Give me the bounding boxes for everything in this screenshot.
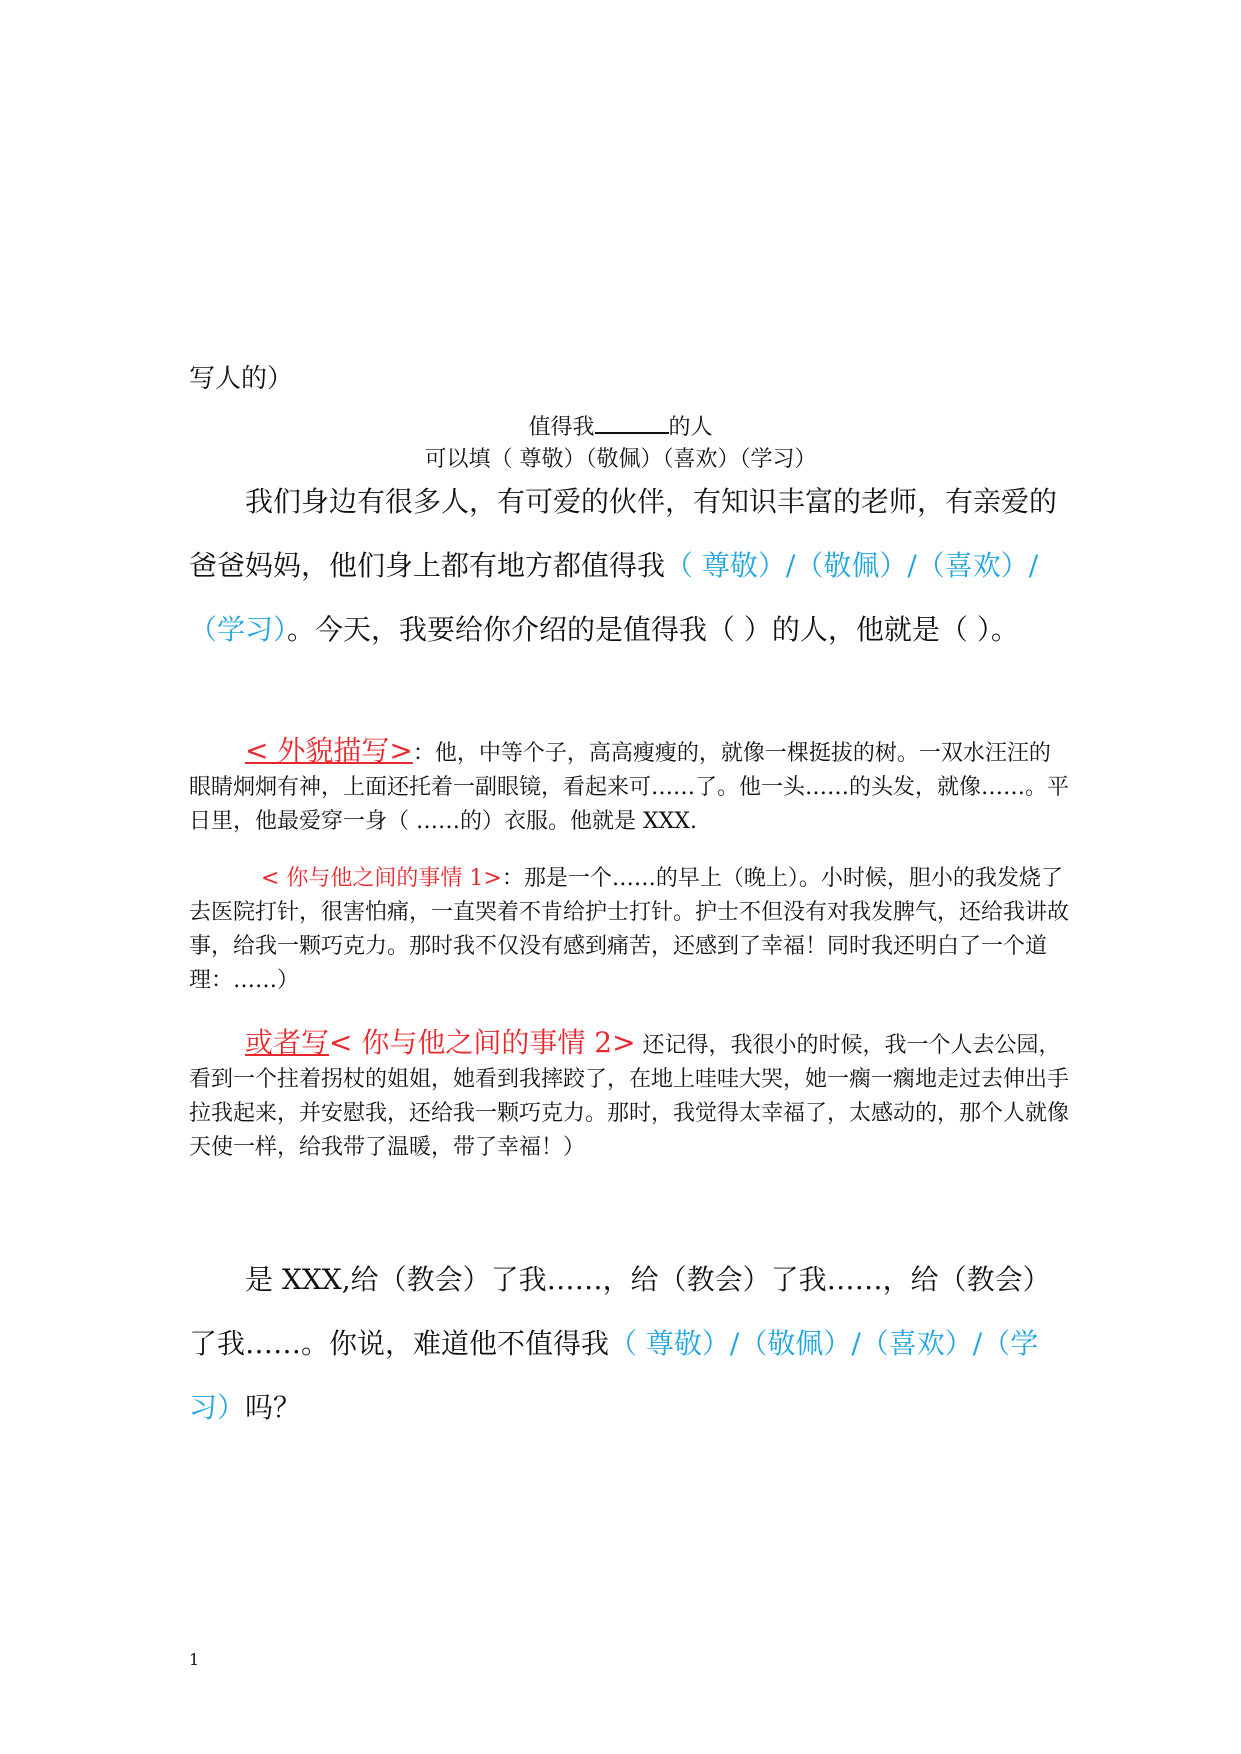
conclusion-text-a: 是 XXX,给（教会）了我……，给（教会）了我……，给（教会）了我……。你说，难道他不值得我 [189,1263,1051,1360]
fill-options: 可以填（ 尊敬）（敬佩）（喜欢）（学习） [424,447,817,472]
event2-label-b: < 你与他之间的事情 2> [329,1026,636,1059]
event2-label-a: 或者写 [245,1026,330,1059]
title-blank [595,414,669,434]
event1-text: ：那是一个……的早上（晚上）。小时候，胆小的我发烧了去医院打针，很害怕痛，一直哭着不肯给护士打针。护士不但没有对我发脾气，还给我讲故事，给我一颗巧克力。那时我不仅没有感到痛苦，还感到了幸福！同时我还明白了一个道理：……） [189,866,1070,993]
conclusion-choices: （ 尊敬）/（敬佩）/（喜欢）/（学习） [189,1327,1039,1424]
title-before: 值得我 [528,415,595,440]
title-after: 的人 [668,415,713,440]
event1-paragraph [189,862,1069,998]
intro-text-b: 。今天，我要给你介绍的是值得我（ ）的人，他就是（ ）。 [287,613,1019,646]
intro-paragraph [189,470,1069,662]
appearance-paragraph [189,734,1069,839]
conclusion-text-b: 吗？ [245,1391,302,1424]
appearance-label: < 外貌描写> [245,734,413,767]
intro-choices: （ 尊敬）/（敬佩）/（喜欢）/（学习） [189,549,1039,646]
page-number: 1 [189,1650,200,1669]
event2-paragraph [189,1026,1069,1165]
appearance-text: ：他，中等个子，高高瘦瘦的，就像一棵挺拔的树。一双水汪汪的眼睛炯炯有神，上面还托着一副眼镜，看起来可……了。他一头……的头发，就像……。平日里，他最爱穿一身（ ……的）衣服。他就是 XXX. [189,741,1070,834]
intro-text-a: 我们身边有很多人，有可爱的伙伴，有知识丰富的老师，有亲爱的爸爸妈妈，他们身上都有地方都值得我 [189,485,1058,582]
essay-title [0,410,1241,441]
conclusion-paragraph [189,1248,1069,1440]
event1-label: < 你与他之间的事情 1> [261,866,502,891]
heading-line: 写人的） [189,364,294,394]
event2-text: 还记得，我很小的时候，我一个人去公园，看到一个拄着拐杖的姐姐，她看到我摔跤了，在地上哇哇大哭，她一瘸一瘸地走过去伸出手拉我起来，并安慰我，还给我一颗巧克力。那时，我觉得太幸福了，太感动的，那个人就像天使一样，给我带了温暖，带了幸福！） [189,1033,1070,1160]
